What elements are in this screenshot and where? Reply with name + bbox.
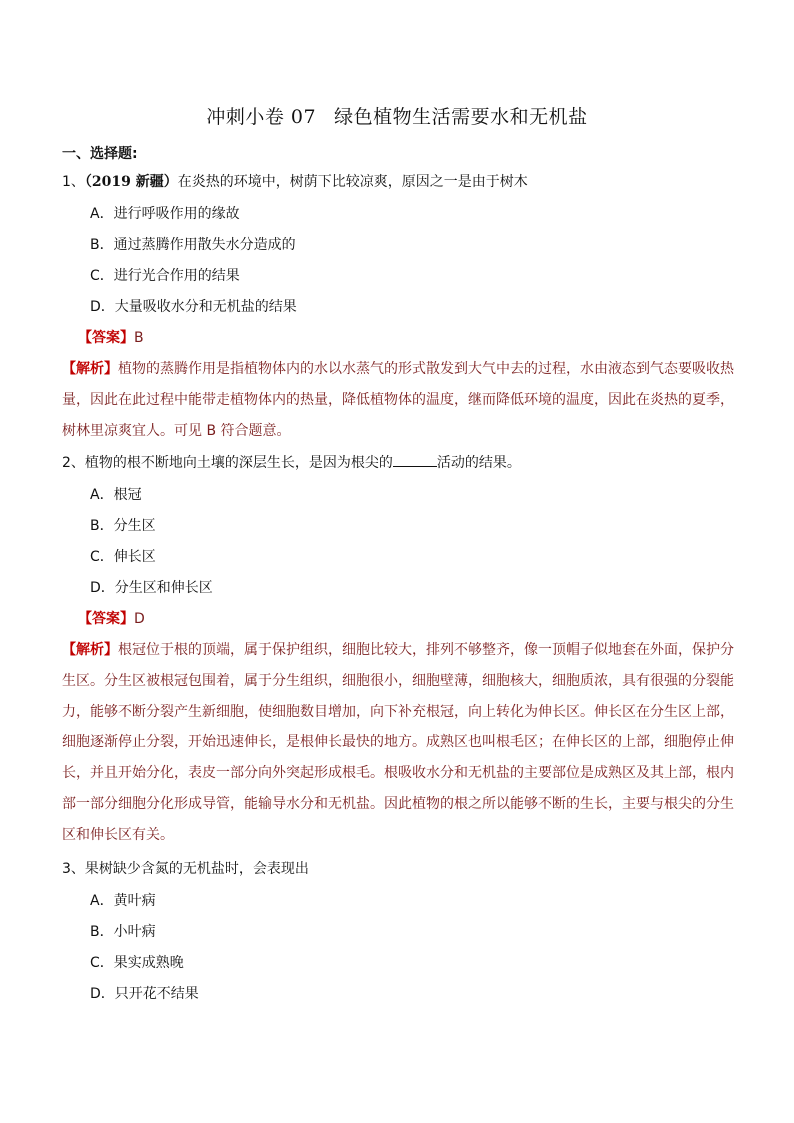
answer-blank	[393, 454, 437, 467]
q1-answer	[78, 328, 750, 348]
answer-value: B	[134, 330, 144, 346]
q2-option-d: D．分生区和伸长区	[90, 580, 213, 596]
answer-label: 【答案】	[78, 611, 134, 627]
section-heading: 一、选择题:	[62, 146, 138, 162]
question-number: 3、	[62, 861, 85, 877]
question-number: 1、	[62, 174, 85, 190]
question-text: 在炎热的环境中，树荫下比较凉爽，原因之一是由于树木	[177, 174, 528, 190]
question-3-stem	[62, 859, 734, 879]
question-2-stem	[62, 453, 734, 473]
title-part1: 冲刺小卷 07	[206, 106, 317, 128]
q1-analysis	[62, 354, 734, 446]
question-1-stem	[62, 172, 734, 192]
q2-option-c: C．伸长区	[90, 549, 156, 565]
analysis-label: 【解析】	[62, 361, 118, 377]
title-part2: 绿色植物生活需要水和无机盐	[334, 106, 588, 128]
q2-option-b: B．分生区	[90, 518, 156, 534]
q2-analysis	[62, 635, 734, 851]
q3-option-c: C．果实成熟晚	[90, 955, 184, 971]
q3-option-a: A．黄叶病	[90, 893, 156, 909]
q1-option-c: C．进行光合作用的结果	[90, 268, 240, 284]
page-title	[0, 102, 794, 129]
answer-label: 【答案】	[78, 330, 134, 346]
question-text-after: 活动的结果。	[436, 455, 521, 471]
q3-option-b: B．小叶病	[90, 924, 156, 940]
q2-option-a: A．根冠	[90, 487, 142, 503]
q2-answer	[78, 609, 750, 629]
q3-option-d: D．只开花不结果	[90, 986, 199, 1002]
question-number: 2、	[62, 455, 85, 471]
q1-option-a: A．进行呼吸作用的缘故	[90, 206, 240, 222]
question-text: 果树缺少含氮的无机盐时，会表现出	[84, 861, 309, 877]
analysis-text: 植物的蒸腾作用是指植物体内的水以水蒸气的形式散发到大气中去的过程，水由液态到气态要吸收热量，因此在此过程中能带走植物体内的热量，降低植物体的温度，继而降低环境的温度，因此在炎热的夏季，树林里凉爽宜人。可见 B 符合题意。	[62, 361, 734, 439]
q1-option-d: D．大量吸收水分和无机盐的结果	[90, 299, 297, 315]
question-text-before: 植物的根不断地向土壤的深层生长，是因为根尖的	[84, 455, 393, 471]
question-source: （2019 新疆）	[84, 174, 178, 190]
answer-value: D	[134, 611, 145, 627]
analysis-label: 【解析】	[62, 642, 118, 658]
q1-option-b: B．通过蒸腾作用散失水分造成的	[90, 237, 296, 253]
analysis-text: 根冠位于根的顶端，属于保护组织，细胞比较大，排列不够整齐，像一顶帽子似地套在外面，保护分生区。分生区被根冠包围着，属于分生组织，细胞很小，细胞壁薄，细胞核大，细胞质浓，具有很强的分裂能力，能够不断分裂产生新细胞，使细胞数目增加，向下补充根冠，向上转化为伸长区。伸长区在分生区上部，细胞逐渐停止分裂，开始迅速伸长，是根伸长最快的地方。成熟区也叫根毛区；在伸长区的上部，细胞停止伸长，并且开始分化，表皮一部分向外突起形成根毛。根吸收水分和无机盐的主要部位是成熟区及其上部，根内部一部分细胞分化形成导管，能输导水分和无机盐。因此植物的根之所以能够不断的生长，主要与根尖的分生区和伸长区有关。	[62, 642, 734, 843]
